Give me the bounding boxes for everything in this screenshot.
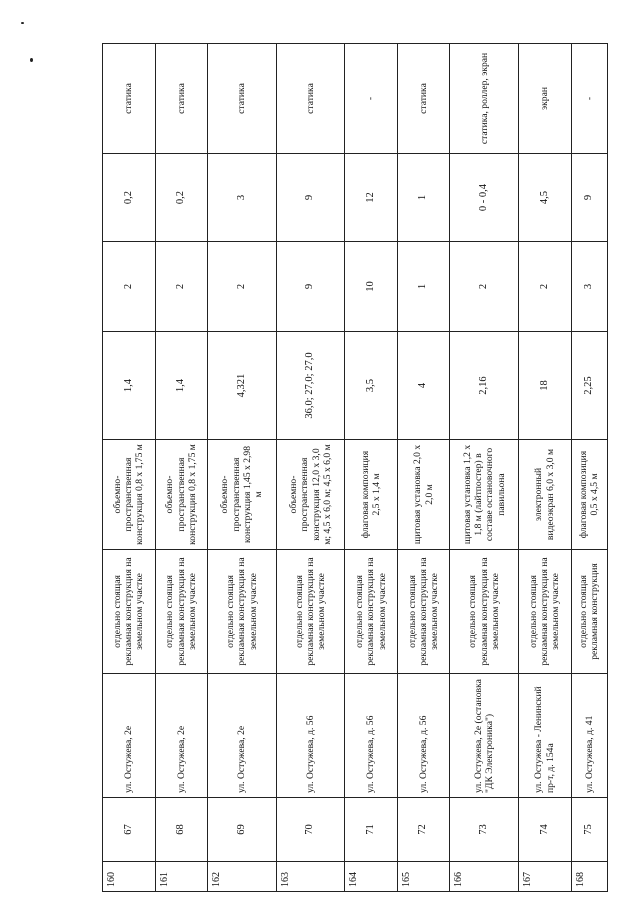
scan-speck [30, 58, 33, 62]
item-number-cell: 74 [519, 798, 572, 862]
technology-cell: статика [103, 44, 156, 154]
total-value-cell: 1 [397, 154, 450, 242]
sides-count-cell: 10 [345, 242, 398, 332]
item-number-cell: 69 [208, 798, 277, 862]
area-cell: 4 [397, 332, 450, 440]
scan-speck [21, 22, 24, 24]
technology-cell: - [345, 44, 398, 154]
row-index-cell: 168 [571, 862, 607, 892]
technology-cell: статика [155, 44, 208, 154]
sides-count-cell: 2 [450, 242, 519, 332]
area-cell: 3,5 [345, 332, 398, 440]
construction-type-cell: отдельно стоящая рекламная конструкция на земельном участке [345, 550, 398, 674]
description-cell: объемно-пространственная конструкция 1,45 х 2,98 м [208, 440, 277, 550]
address-cell: ул. Остужева, д. 56 [397, 674, 450, 798]
technology-cell: экран [519, 44, 572, 154]
description-cell: объемно-пространственная конструкция 0,8 х 1,75 м [103, 440, 156, 550]
area-cell: 2,16 [450, 332, 519, 440]
item-number-cell: 71 [345, 798, 398, 862]
construction-type-cell: отдельно стоящая рекламная конструкция на земельном участке [519, 550, 572, 674]
rotated-table-area [102, 44, 608, 892]
technology-cell: - [571, 44, 607, 154]
area-cell: 18 [519, 332, 572, 440]
total-value-cell: 9 [276, 154, 345, 242]
item-number-cell: 73 [450, 798, 519, 862]
row-index-cell: 160 [103, 862, 156, 892]
technology-cell: статика [397, 44, 450, 154]
description-cell: флаговая композиция 2,5 х 1,4 м [345, 440, 398, 550]
row-index-cell: 163 [276, 862, 345, 892]
total-value-cell: 0,2 [155, 154, 208, 242]
description-cell: флаговая композиция 0,5 х 4,5 м [571, 440, 607, 550]
row-index-cell: 162 [208, 862, 277, 892]
technology-cell: статика [276, 44, 345, 154]
advertising-structures-table [102, 43, 608, 892]
construction-type-cell: отдельно стоящая рекламная конструкция на земельном участке [397, 550, 450, 674]
address-cell: ул. Остужева, д. 56 [276, 674, 345, 798]
description-cell: объемно-пространственная конструкция 0,8 х 1,75 м [155, 440, 208, 550]
sides-count-cell: 2 [103, 242, 156, 332]
item-number-cell: 72 [397, 798, 450, 862]
rotated-table-container [102, 44, 608, 892]
technology-cell: статика [208, 44, 277, 154]
row-index-cell: 167 [519, 862, 572, 892]
sides-count-cell: 1 [397, 242, 450, 332]
total-value-cell: 4,5 [519, 154, 572, 242]
address-cell: ул. Остужева, 2е (остановка "ДК Электроника") [450, 674, 519, 798]
total-value-cell: 9 [571, 154, 607, 242]
table-row [103, 44, 156, 892]
area-cell: 4,321 [208, 332, 277, 440]
construction-type-cell: отдельно стоящая рекламная конструкция на земельном участке [103, 550, 156, 674]
item-number-cell: 67 [103, 798, 156, 862]
sides-count-cell: 9 [276, 242, 345, 332]
table-row [155, 44, 208, 892]
item-number-cell: 70 [276, 798, 345, 862]
row-index-cell: 161 [155, 862, 208, 892]
address-cell: ул. Остужева, д. 56 [345, 674, 398, 798]
construction-type-cell: отдельно стоящая рекламная конструкция на земельном участке [450, 550, 519, 674]
total-value-cell: 12 [345, 154, 398, 242]
description-cell: электронный видеоэкран 6,0 х 3,0 м [519, 440, 572, 550]
address-cell: ул. Остужева - Ленинский пр-т, д. 154а [519, 674, 572, 798]
table-row [450, 44, 519, 892]
area-cell: 2,25 [571, 332, 607, 440]
table-row [519, 44, 572, 892]
sides-count-cell: 2 [155, 242, 208, 332]
area-cell: 1,4 [155, 332, 208, 440]
construction-type-cell: отдельно стоящая рекламная конструкция [571, 550, 607, 674]
table-row [208, 44, 277, 892]
address-cell: ул. Остужева, д. 41 [571, 674, 607, 798]
table-row [397, 44, 450, 892]
technology-cell: статика, роллер, экран [450, 44, 519, 154]
row-index-cell: 165 [397, 862, 450, 892]
address-cell: ул. Остужева, 2е [103, 674, 156, 798]
description-cell: объемно-пространственная конструкция 12,0 х 3,0 м; 4,5 х 6,0 м; 4,5 х 6,0 м [276, 440, 345, 550]
description-cell: щитовая установка 2,0 х 2,0 м [397, 440, 450, 550]
table-row [276, 44, 345, 892]
address-cell: ул. Остужева, 2е [208, 674, 277, 798]
sides-count-cell: 3 [571, 242, 607, 332]
total-value-cell: 0 - 0,4 [450, 154, 519, 242]
row-index-cell: 166 [450, 862, 519, 892]
table-row [345, 44, 398, 892]
description-cell: щитовая установка 1,2 х 1,8 м (лайтпостер) в составе остановочного павильона [450, 440, 519, 550]
sides-count-cell: 2 [208, 242, 277, 332]
total-value-cell: 0,2 [103, 154, 156, 242]
sides-count-cell: 2 [519, 242, 572, 332]
construction-type-cell: отдельно стоящая рекламная конструкция на земельном участке [208, 550, 277, 674]
total-value-cell: 3 [208, 154, 277, 242]
address-cell: ул. Остужева, 2е [155, 674, 208, 798]
area-cell: 36,0; 27,0; 27,0 [276, 332, 345, 440]
item-number-cell: 75 [571, 798, 607, 862]
row-index-cell: 164 [345, 862, 398, 892]
construction-type-cell: отдельно стоящая рекламная конструкция на земельном участке [276, 550, 345, 674]
table-row [571, 44, 607, 892]
construction-type-cell: отдельно стоящая рекламная конструкция на земельном участке [155, 550, 208, 674]
area-cell: 1,4 [103, 332, 156, 440]
item-number-cell: 68 [155, 798, 208, 862]
